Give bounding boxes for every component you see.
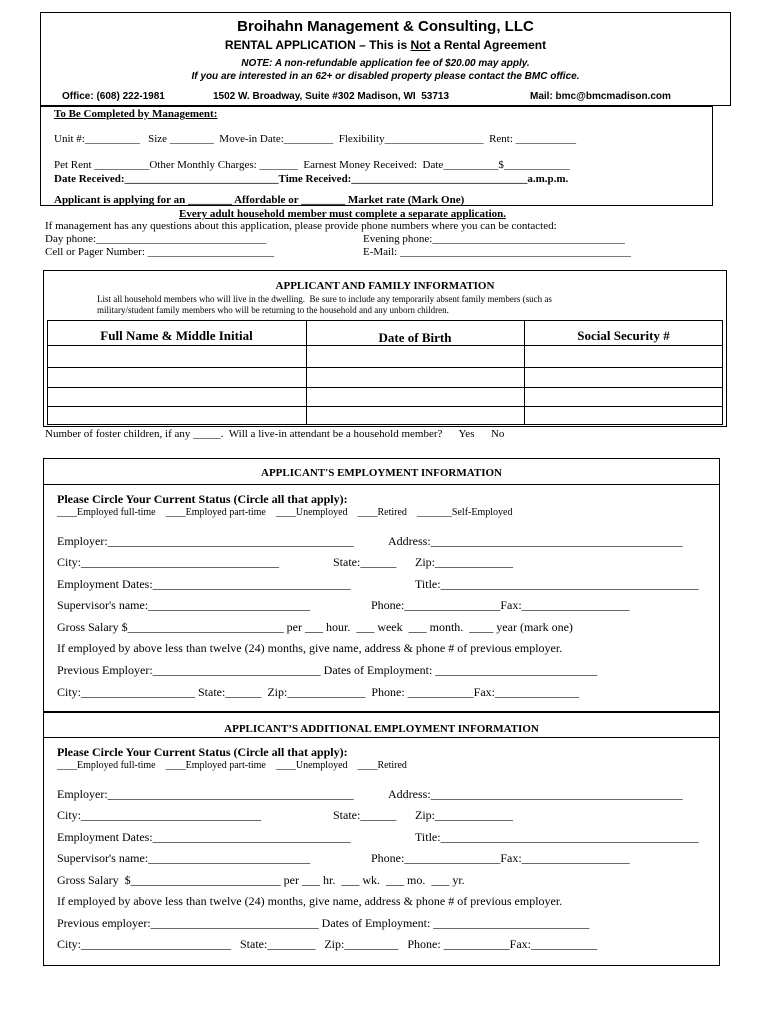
management-box	[40, 106, 713, 206]
subtitle-post: a Rental Agreement	[430, 38, 547, 52]
employer-city-field[interactable]: City:_________________________________	[57, 555, 280, 569]
company-name: Broihahn Management & Consulting, LLC	[237, 18, 534, 35]
day-phone-field[interactable]: Day phone:_______________________________	[45, 233, 267, 245]
additional-phone-field[interactable]: Phone:________________Fax:__________________	[371, 851, 630, 865]
additional-gross-salary-field[interactable]: Gross Salary $_________________________ per ___ hr. ___ wk. ___ mo. ___ yr.	[57, 873, 465, 887]
employer-state-field[interactable]: State:______	[333, 555, 397, 569]
employer-field[interactable]: Employer:_________________________________________	[57, 534, 354, 548]
previous-employer-city-field[interactable]: City:___________________ State:______ Zip:_____________ Phone: ___________Fax:______________	[57, 685, 579, 699]
every-adult-notice: Every adult household member must complete a separate application.	[179, 208, 507, 220]
office-mail: Mail: bmc@bmcmadison.com	[530, 91, 671, 102]
additional-address-field[interactable]: Address:__________________________________________	[388, 787, 683, 801]
additional-zip-field[interactable]: Zip:_____________	[415, 808, 513, 822]
management-row-2[interactable]: Pet Rent __________Other Monthly Charges: _______ Earnest Money Received: Date__________$____________	[54, 159, 570, 171]
employment-dates-field[interactable]: Employment Dates:_________________________________	[57, 577, 351, 591]
employment-title-divider	[43, 484, 720, 485]
subtitle-pre: RENTAL APPLICATION – This is	[224, 38, 411, 52]
management-row-4[interactable]: Applicant is applying for an ________ Affordable or ________ Market rate (Mark One)	[54, 194, 465, 206]
management-row-3[interactable]: Date Received:____________________________Time Received:________________________________a.m.p.m.	[54, 173, 569, 185]
additional-dates-field[interactable]: Employment Dates:_________________________________	[57, 830, 351, 844]
employer-zip-field[interactable]: Zip:_____________	[415, 555, 513, 569]
additional-state-field[interactable]: State:______	[333, 808, 397, 822]
email-field[interactable]: E-Mail: __________________________________________	[363, 246, 631, 258]
gross-salary-field[interactable]: Gross Salary $__________________________ per ___ hour. ___ week ___ month. ____ year (mark one)	[57, 620, 573, 634]
fee-note: NOTE: A non-refundable application fee of $20.00 may apply.	[241, 58, 530, 69]
office-address: 1502 W. Broadway, Suite #302 Madison, WI 53713	[213, 91, 450, 102]
subtitle-not: Not	[410, 38, 431, 52]
previous-employer-instruction: If employed by above less than twelve (24) months, give name, address & phone # of previous employer.	[57, 641, 563, 655]
evening-phone-field[interactable]: Evening phone:___________________________________	[363, 233, 625, 245]
previous-employer-field[interactable]: Previous Employer:____________________________ Dates of Employment: ___________________________	[57, 663, 598, 677]
contact-intro: If management has any questions about this application, please provide phone numbers where you can be contacted:	[45, 220, 557, 232]
additional-status-heading: Please Circle Your Current Status (Circle all that apply):	[57, 745, 348, 759]
additional-employer-field[interactable]: Employer:_________________________________________	[57, 787, 354, 801]
senior-note: If you are interested in an 62+ or disabled property please contact the BMC office.	[191, 71, 580, 82]
table-row[interactable]	[48, 368, 722, 386]
supervisor-field[interactable]: Supervisor's name:___________________________	[57, 598, 311, 612]
employment-status-heading: Please Circle Your Current Status (Circle all that apply):	[57, 492, 348, 506]
additional-title-divider	[43, 737, 720, 738]
table-row[interactable]	[48, 388, 722, 405]
employment-status-options[interactable]: ____Employed full-time ____Employed part-time ____Unemployed ____Retired _______Self-Employed	[57, 507, 513, 518]
table-row[interactable]	[48, 346, 722, 366]
table-row[interactable]	[48, 407, 722, 424]
employment-title: APPLICANT'S EMPLOYMENT INFORMATION	[261, 467, 502, 479]
column-header-dob: Date of Birth	[378, 330, 452, 345]
additional-title-field[interactable]: Title:___________________________________________	[415, 830, 699, 844]
column-header-name: Full Name & Middle Initial	[100, 328, 253, 343]
foster-question[interactable]: Number of foster children, if any _____. Will a live-in attendant be a household member? Yes No	[45, 428, 505, 440]
additional-status-options[interactable]: ____Employed full-time ____Employed part-time ____Unemployed ____Retired	[57, 760, 407, 771]
additional-employment-title: APPLICANT’S ADDITIONAL EMPLOYMENT INFORMATION	[224, 723, 539, 735]
form-subtitle	[40, 38, 731, 52]
supervisor-phone-field[interactable]: Phone:________________Fax:__________________	[371, 598, 630, 612]
family-desc-1: List all household members who will live in the dwelling. Be sure to include any temporarily absent family members (such as	[97, 294, 552, 304]
family-title: APPLICANT AND FAMILY INFORMATION	[275, 280, 495, 292]
employer-address-field[interactable]: Address:__________________________________________	[388, 534, 683, 548]
management-heading: To Be Completed by Management:	[54, 108, 218, 120]
employment-title-field[interactable]: Title:___________________________________________	[415, 577, 699, 591]
additional-previous-instruction: If employed by above less than twelve (24) months, give name, address & phone # of previous employer.	[57, 894, 563, 908]
additional-previous-city-field[interactable]: City:_________________________ State:________ Zip:_________ Phone: ___________Fax:___________	[57, 937, 597, 951]
additional-previous-employer-field[interactable]: Previous employer:____________________________ Dates of Employment: __________________________	[57, 916, 590, 930]
family-desc-2: military/student family members who will be returning to the household and any unborn children.	[97, 305, 449, 315]
additional-city-field[interactable]: City:______________________________	[57, 808, 262, 822]
office-phone: Office: (608) 222-1981	[62, 91, 165, 102]
cell-field[interactable]: Cell or Pager Number: _______________________	[45, 246, 275, 258]
management-row-1[interactable]: Unit #:__________ Size ________ Move-in Date:_________ Flexibility__________________ Rent: ___________	[54, 133, 577, 145]
column-header-ssn: Social Security #	[577, 328, 670, 343]
additional-supervisor-field[interactable]: Supervisor's name:___________________________	[57, 851, 311, 865]
